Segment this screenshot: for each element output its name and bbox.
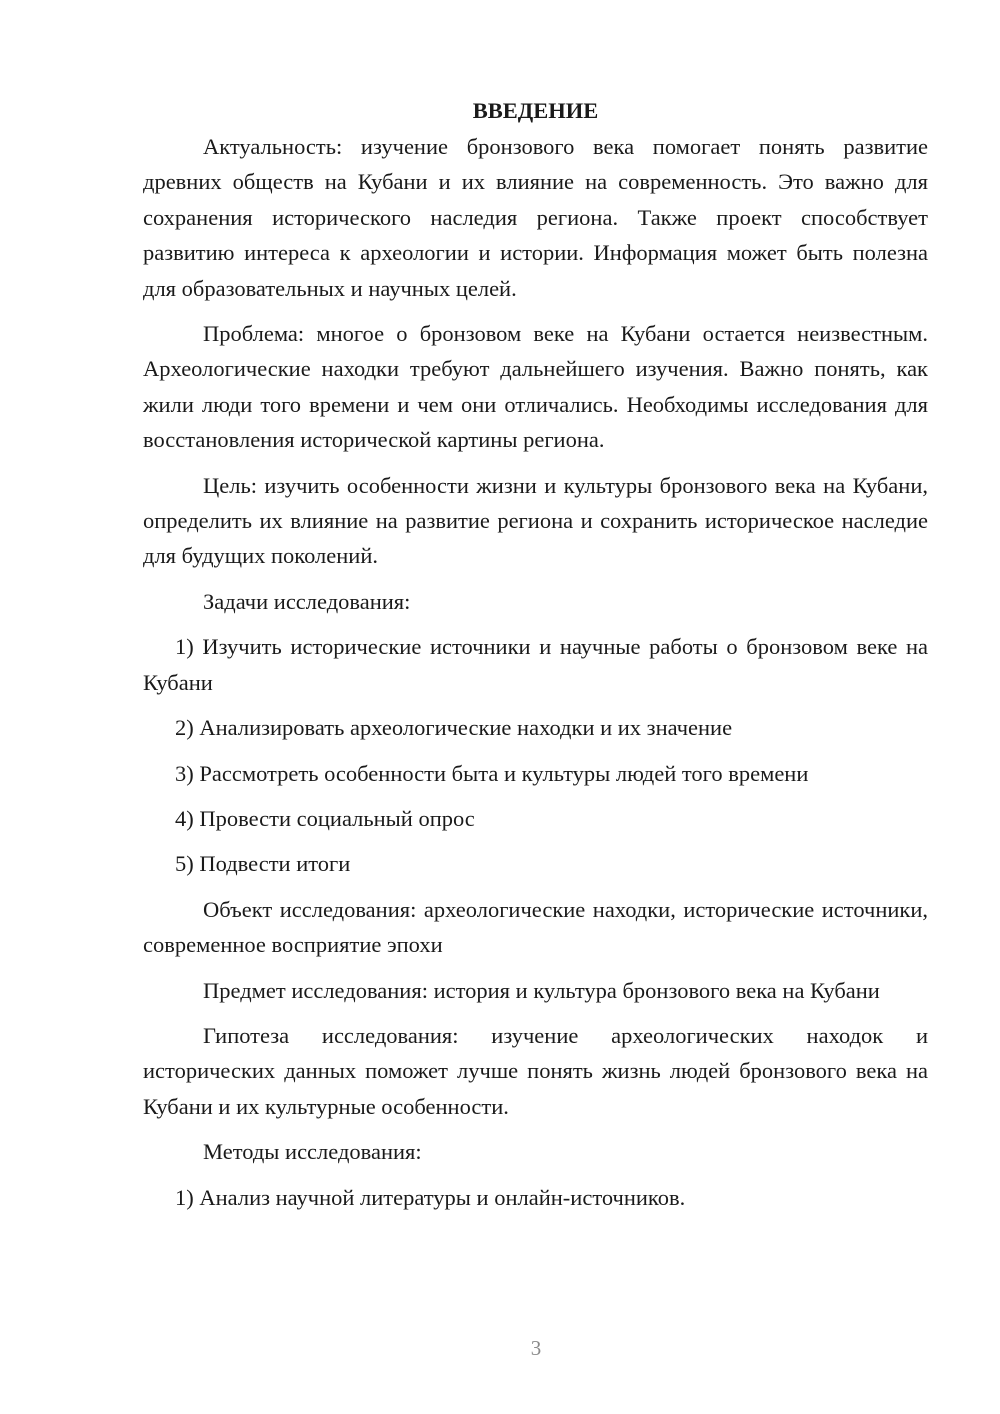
relevance-paragraph: Актуальность: изучение бронзового века помогает понять развитие древних обществ на Кубани и их влияние на современность. Это важно для сохранения исторического наследия региона. Также проект способствует развитию интереса к археологии и истории. Информация может быть полезна для образовательных и научных целей. [143,134,928,301]
task-item-2: 2) Анализировать археологические находки и их значение [175,715,733,741]
tasks-heading: Задачи исследования: [203,588,411,614]
section-title: ВВЕДЕНИЕ [472,98,599,123]
task-item-5: 5) Подвести итоги [175,851,351,877]
task-item-1: 1) Изучить исторические источники и научные работы о бронзовом веке на Кубани [143,634,928,695]
page-content [143,94,928,1225]
problem-paragraph: Проблема: многое о бронзовом веке на Кубани остается неизвестным. Археологические находки требуют дальнейшего изучения. Важно понять, как жили люди того времени и чем они отличались. Необходимы исследования для восстановления исторической картины региона. [143,321,928,453]
page-number: 3 [530,1336,542,1360]
object-paragraph: Объект исследования: археологические находки, исторические источники, современное восприятие эпохи [143,896,928,958]
methods-heading: Методы исследования: [203,1139,422,1165]
hypothesis-paragraph: Гипотеза исследования: изучение археологических находок и исторических данных поможет лучше понять жизнь людей бронзового века на Кубани и их культурные особенности. [143,1022,928,1119]
task-item-3: 3) Рассмотреть особенности быта и культуры людей того времени [175,760,809,786]
subject-paragraph: Предмет исследования: история и культура бронзового века на Кубани [203,977,880,1003]
goal-paragraph: Цель: изучить особенности жизни и культуры бронзового века на Кубани, определить их влияние на развитие региона и сохранить историческое наследие для будущих поколений. [143,472,928,569]
method-item-1: 1) Анализ научной литературы и онлайн-источников. [175,1184,686,1210]
task-item-4: 4) Провести социальный опрос [175,805,475,831]
